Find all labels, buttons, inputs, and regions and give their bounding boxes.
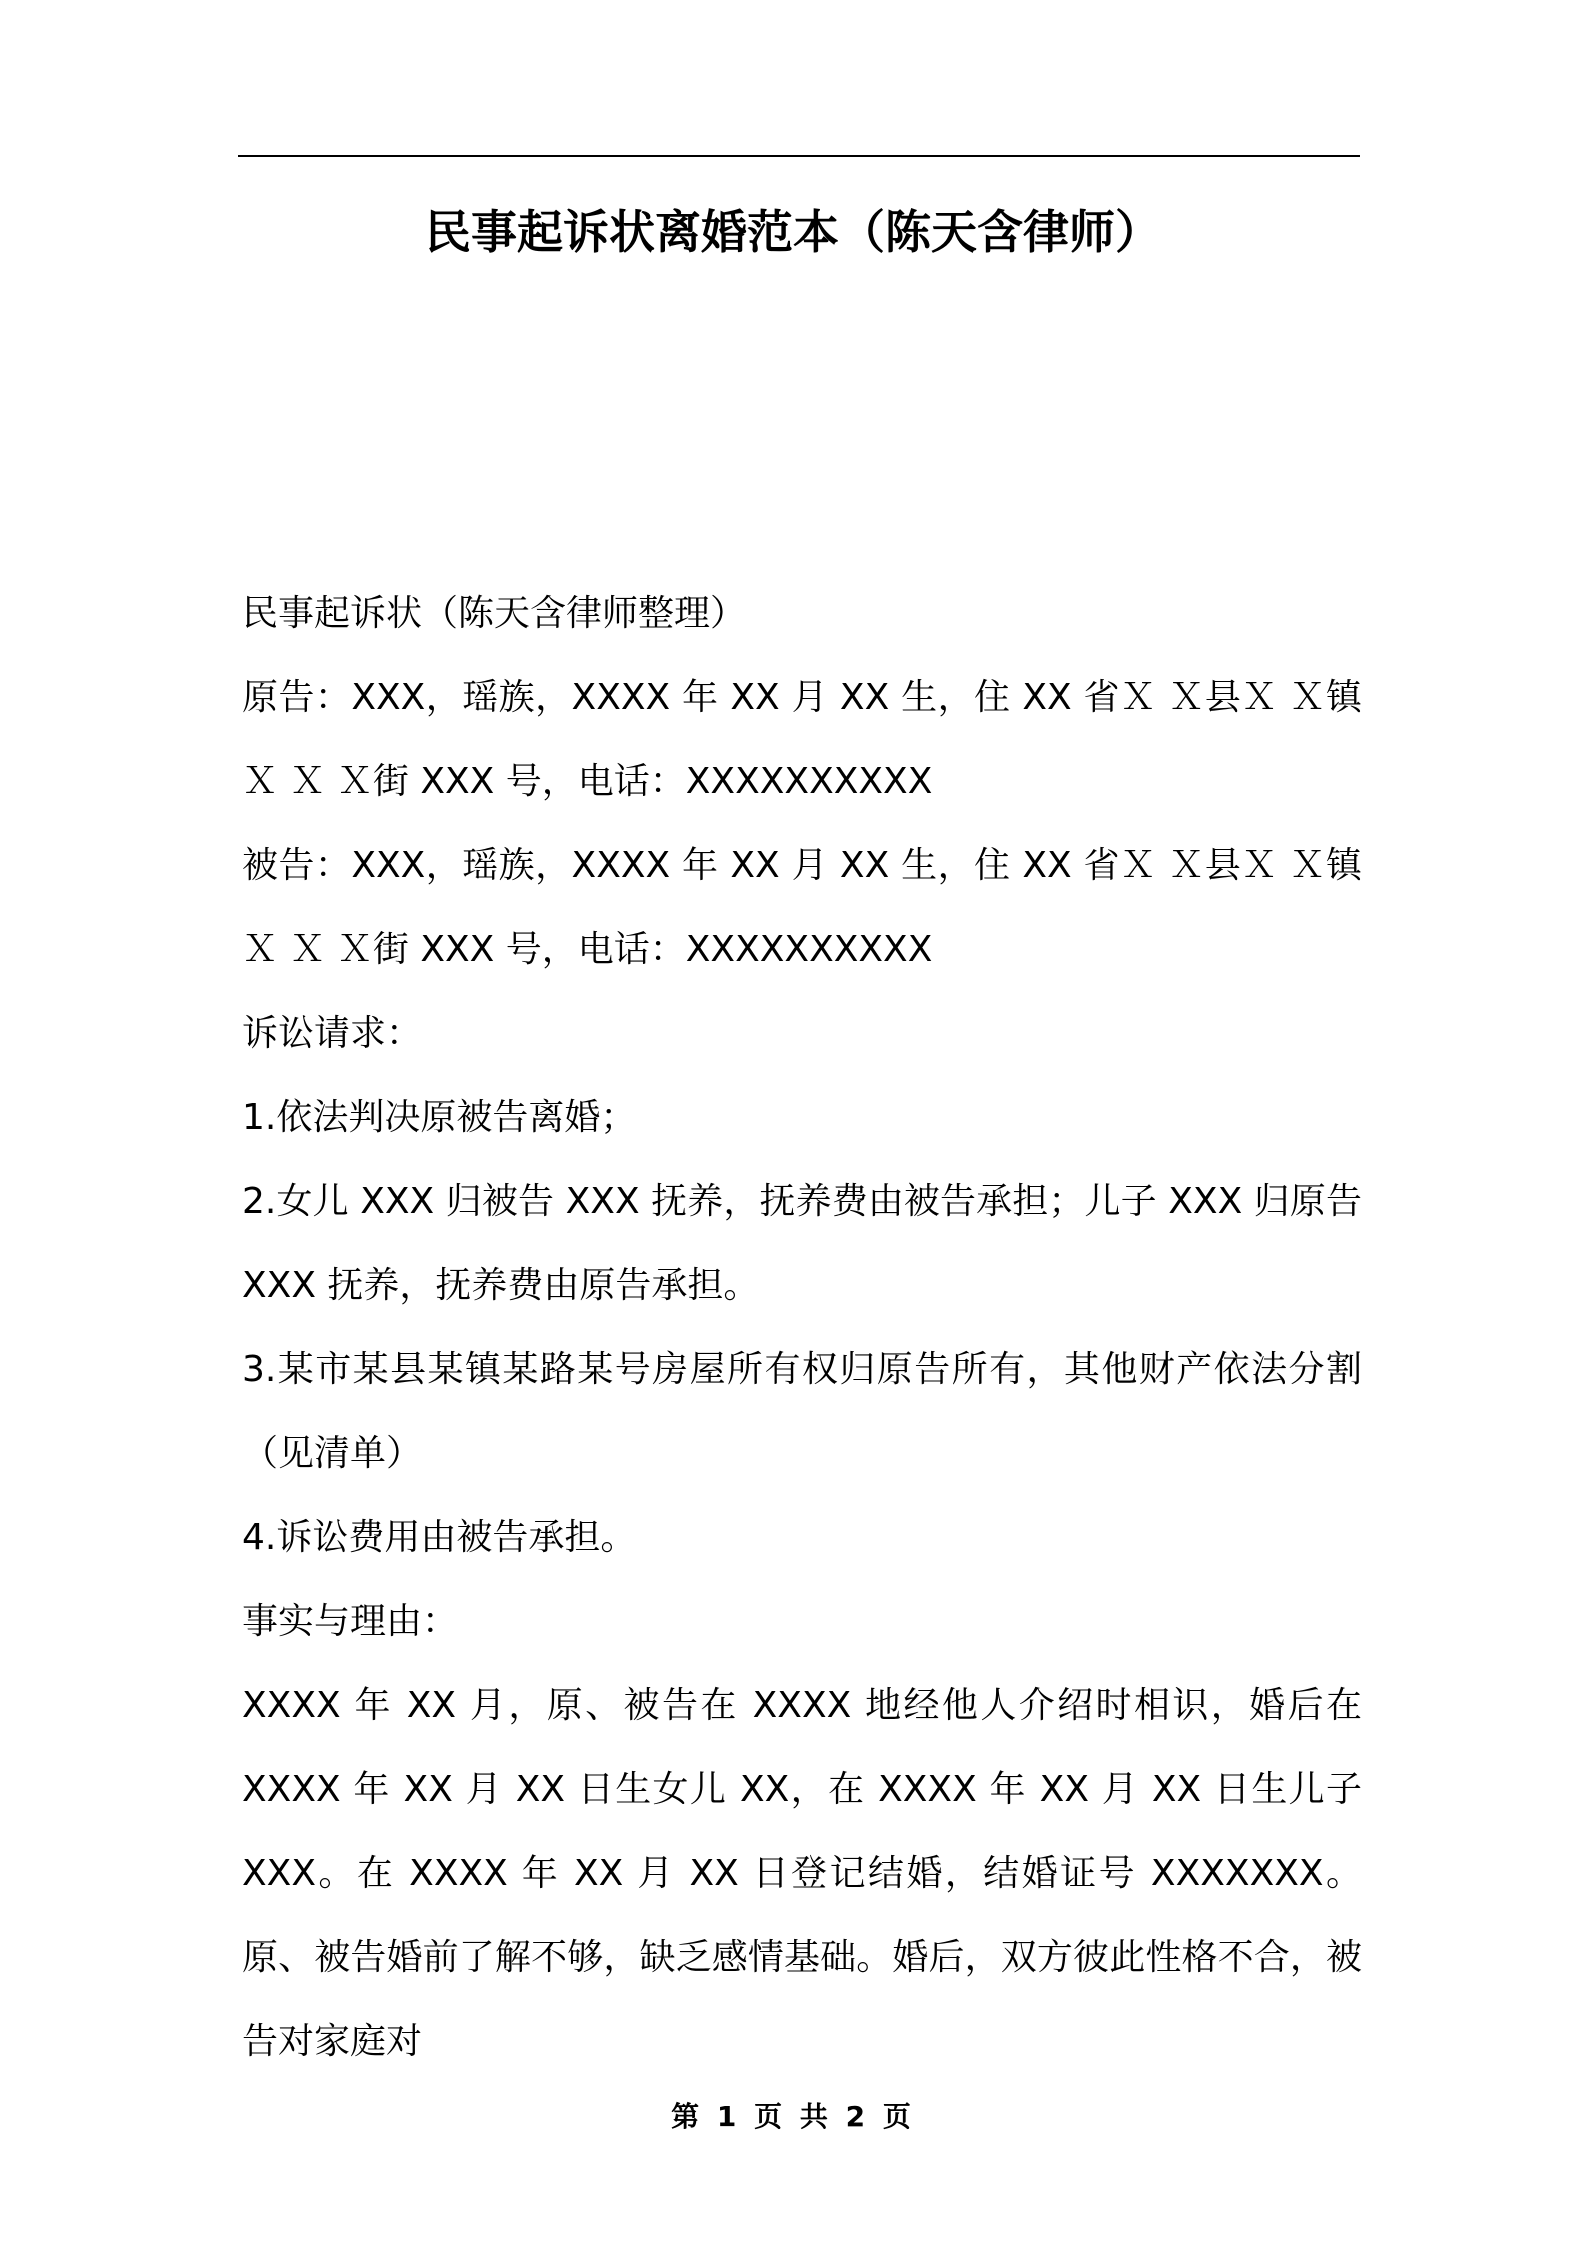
paragraph-claims-heading: 诉讼请求： bbox=[242, 1013, 423, 1054]
page-number-footer: 第 1 页 共 2 页 bbox=[671, 2100, 915, 2133]
header-rule bbox=[238, 155, 1360, 157]
paragraph-claim-3: 3.某市某县某镇某路某号房屋所有权归原告所有，其他财产依法分割（见清单） bbox=[242, 1349, 1362, 1474]
document-title: 民事起诉状离婚范本（陈天含律师） bbox=[425, 205, 1161, 259]
paragraph-plaintiff: 原告：XXX，瑶族，XXXX 年 XX 月 XX 生，住 XX 省Ｘ Ｘ县Ｘ Ｘ镇Ｘ Ｘ Ｘ街 XXX 号，电话：XXXXXXXXXX bbox=[242, 677, 1362, 802]
paragraph-heading: 民事起诉状（陈天含律师整理） bbox=[242, 593, 747, 634]
paragraph-facts: XXXX 年 XX 月，原、被告在 XXXX 地经他人介绍时相识，婚后在 XXXX 年 XX 月 XX 日生女儿 XX，在 XXXX 年 XX 月 XX 日生儿子 XXX。在 XXXX 年 XX 月 XX 日登记结婚，结婚证号 XXXXXXX。原、被告婚前了解不够，缺乏感情基础。婚后，双方彼此性格不合，被告对家庭对 bbox=[242, 1685, 1362, 2062]
paragraph-claim-1: 1.依法判决原被告离婚； bbox=[242, 1097, 637, 1138]
paragraph-claim-2: 2.女儿 XXX 归被告 XXX 抚养，抚养费由被告承担；儿子 XXX 归原告 XXX 抚养，抚养费由原告承担。 bbox=[242, 1181, 1362, 1306]
paragraph-defendant: 被告：XXX，瑶族，XXXX 年 XX 月 XX 生，住 XX 省Ｘ Ｘ县Ｘ Ｘ镇Ｘ Ｘ Ｘ街 XXX 号，电话：XXXXXXXXXX bbox=[242, 845, 1362, 970]
paragraph-claim-4: 4.诉讼费用由被告承担。 bbox=[242, 1517, 637, 1558]
paragraph-facts-heading: 事实与理由： bbox=[242, 1601, 459, 1642]
document-body bbox=[242, 572, 1362, 2084]
